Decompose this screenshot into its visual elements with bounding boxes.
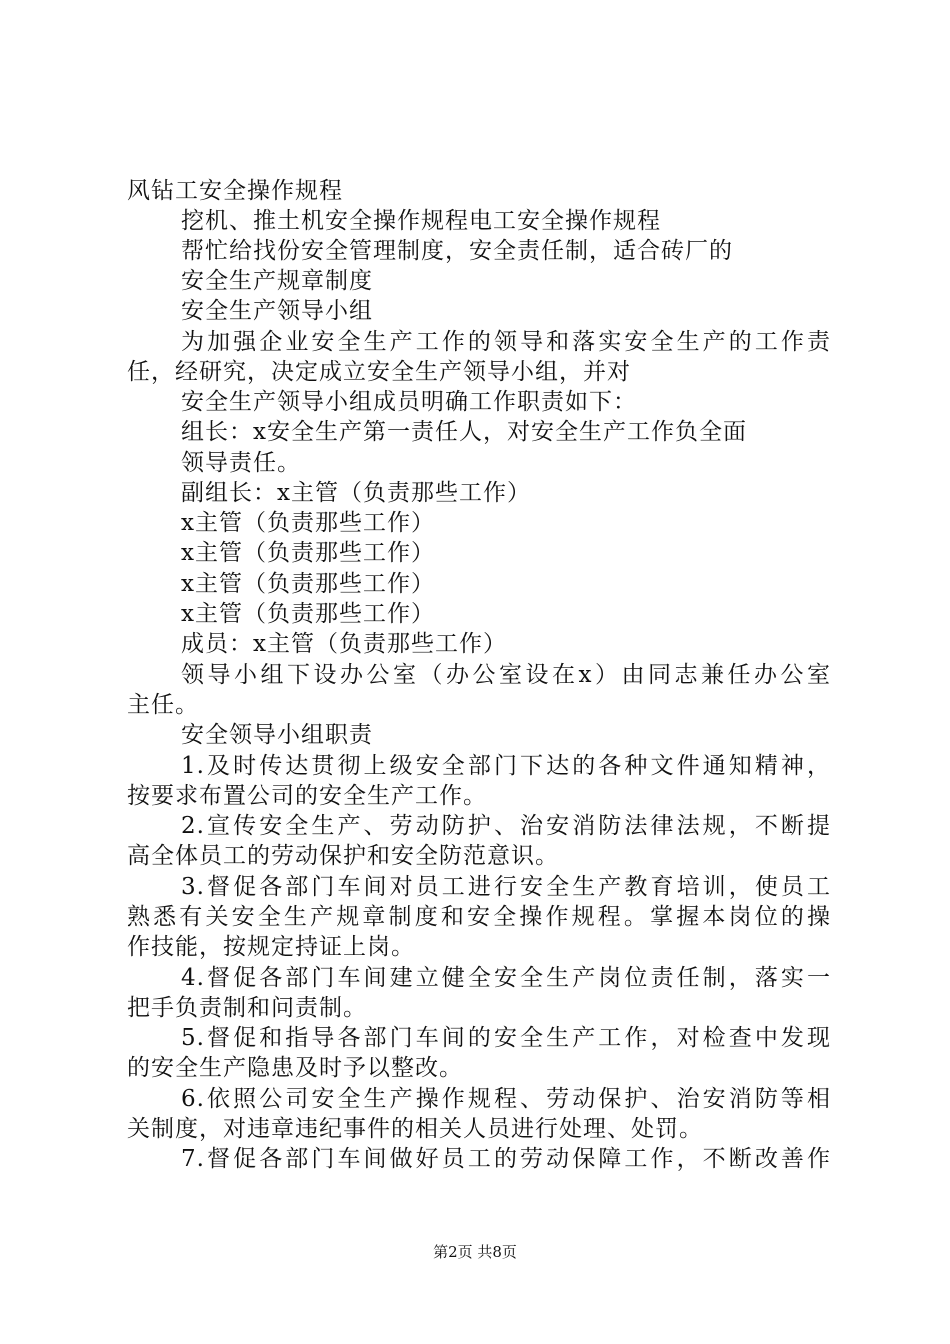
- text-line-16: 成员：x主管（负责那些工作）: [181, 631, 507, 657]
- text-line-22: 2.宣传安全生产、劳动防护、治安消防法律法规，不断提: [181, 813, 831, 839]
- text-line-19: 安全领导小组职责: [181, 722, 373, 748]
- text-line-20: 1.及时传达贯彻上级安全部门下达的各种文件通知精神，: [181, 753, 831, 779]
- text-line-32: 关制度，对违章违纪事件的相关人员进行处理、处罚。: [127, 1116, 703, 1142]
- text-line-27: 4.督促各部门车间建立健全安全生产岗位责任制，落实一: [181, 965, 831, 991]
- text-line-31: 6.依照公司安全生产操作规程、劳动保护、治安消防等相: [181, 1086, 831, 1112]
- text-line-18: 主任。: [127, 692, 199, 718]
- text-line-6: 为加强企业安全生产工作的领导和落实安全生产的工作责: [181, 329, 831, 355]
- text-line-33: 7.督促各部门车间做好员工的劳动保障工作，不断改善作: [181, 1146, 831, 1172]
- text-line-11: 副组长：x主管（负责那些工作）: [181, 480, 531, 506]
- text-line-3: 帮忙给找份安全管理制度，安全责任制，适合砖厂的: [181, 238, 733, 264]
- text-line-12: x主管（负责那些工作）: [181, 510, 435, 536]
- text-line-28: 把手负责制和问责制。: [127, 995, 367, 1021]
- text-line-24: 3.督促各部门车间对员工进行安全生产教育培训，使员工: [181, 874, 831, 900]
- text-line-8: 安全生产领导小组成员明确工作职责如下：: [181, 389, 637, 415]
- text-line-21: 按要求布置公司的安全生产工作。: [127, 783, 487, 809]
- text-line-1: 风钻工安全操作规程: [127, 178, 343, 204]
- text-line-23: 高全体员工的劳动保护和安全防范意识。: [127, 843, 559, 869]
- text-line-26: 作技能，按规定持证上岗。: [127, 934, 415, 960]
- text-line-29: 5.督促和指导各部门车间的安全生产工作，对检查中发现: [181, 1025, 831, 1051]
- text-line-2: 挖机、推土机安全操作规程电工安全操作规程: [181, 208, 661, 234]
- text-line-14: x主管（负责那些工作）: [181, 571, 435, 597]
- text-line-10: 领导责任。: [181, 450, 301, 476]
- page-number-footer: 第2页 共8页: [433, 1243, 517, 1261]
- text-line-5: 安全生产领导小组: [181, 298, 373, 324]
- text-line-7: 任，经研究，决定成立安全生产领导小组，并对: [127, 359, 631, 385]
- text-line-30: 的安全生产隐患及时予以整改。: [127, 1055, 463, 1081]
- text-line-25: 熟悉有关安全生产规章制度和安全操作规程。掌握本岗位的操: [127, 904, 831, 930]
- text-line-17: 领导小组下设办公室（办公室设在x）由同志兼任办公室: [181, 662, 831, 688]
- text-line-13: x主管（负责那些工作）: [181, 540, 435, 566]
- text-line-15: x主管（负责那些工作）: [181, 601, 435, 627]
- text-line-9: 组长：x安全生产第一责任人，对安全生产工作负全面: [181, 419, 747, 445]
- text-line-4: 安全生产规章制度: [181, 268, 373, 294]
